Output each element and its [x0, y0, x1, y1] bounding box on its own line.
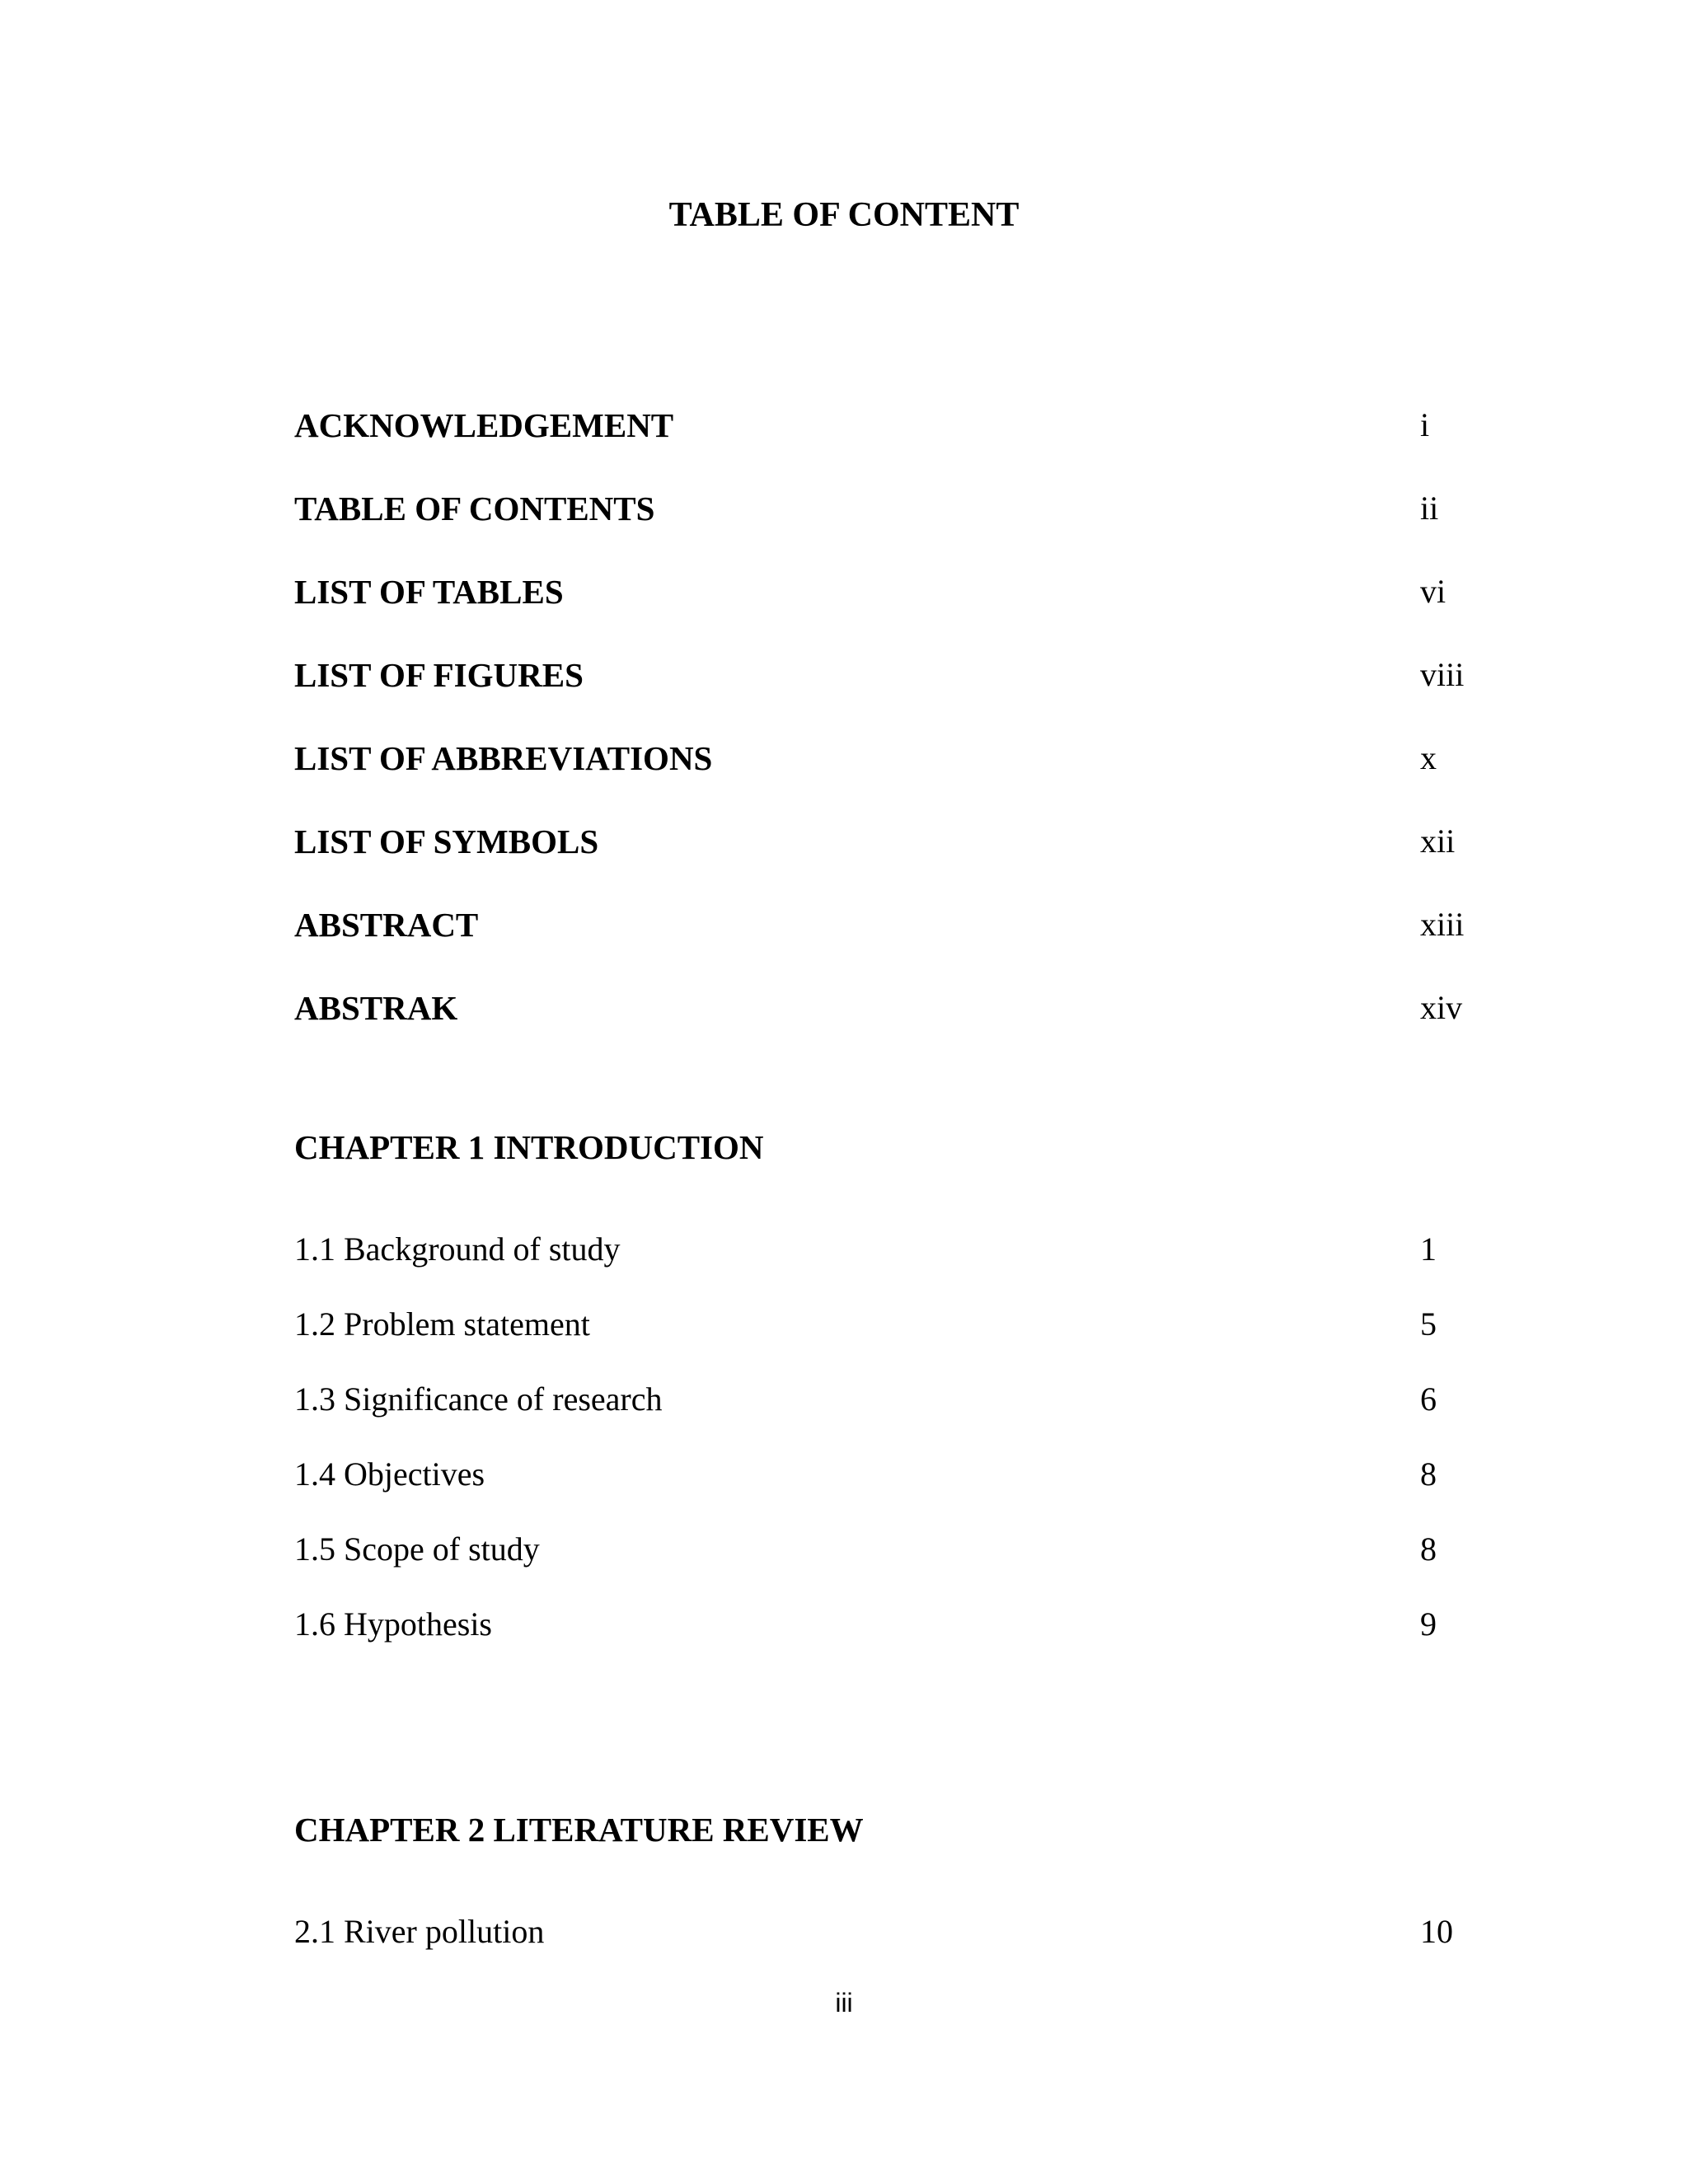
toc-entry-label: TABLE OF CONTENTS	[294, 490, 655, 527]
toc-entry-page: ii	[1420, 490, 1439, 527]
toc-chapter-2-heading	[0, 1805, 1688, 1854]
toc-section-label: 1.4 Objectives	[294, 1455, 485, 1493]
toc-entry-page: i	[1420, 406, 1430, 443]
toc-entry-list-of-tables	[0, 567, 1688, 616]
chapter-heading: CHAPTER 2 LITERATURE REVIEW	[294, 1811, 864, 1849]
toc-section-1-4	[0, 1450, 1688, 1499]
toc-chapter-1-heading	[0, 1122, 1688, 1172]
toc-section-label: 1.3 Significance of research	[294, 1380, 663, 1418]
toc-section-1-5	[0, 1525, 1688, 1574]
toc-section-label: 1.2 Problem statement	[294, 1305, 590, 1343]
toc-section-page: 1	[1420, 1230, 1437, 1268]
toc-entry-table-of-contents	[0, 484, 1688, 533]
toc-entry-abstrak	[0, 983, 1688, 1033]
toc-section-page: 8	[1420, 1530, 1437, 1568]
page-number: iii	[835, 1988, 853, 2018]
toc-entry-page: xii	[1420, 823, 1456, 860]
toc-entry-label: ABSTRACT	[294, 906, 479, 944]
toc-section-1-1	[0, 1225, 1688, 1274]
toc-entry-list-of-abbreviations	[0, 733, 1688, 783]
chapter-heading: CHAPTER 1 INTRODUCTION	[294, 1128, 764, 1166]
toc-entry-label: LIST OF TABLES	[294, 573, 564, 611]
page-title: TABLE OF CONTENT	[668, 196, 1020, 234]
toc-entry-label: LIST OF SYMBOLS	[294, 823, 599, 860]
toc-entry-list-of-symbols	[0, 817, 1688, 866]
toc-entry-page: viii	[1420, 656, 1465, 693]
toc-section-label: 1.6 Hypothesis	[294, 1605, 492, 1643]
toc-section-page: 6	[1420, 1380, 1437, 1418]
toc-entry-label: ABSTRAK	[294, 989, 458, 1027]
toc-entry-acknowledgement	[0, 401, 1688, 450]
toc-entry-page: vi	[1420, 573, 1447, 610]
toc-section-1-3	[0, 1375, 1688, 1424]
toc-section-1-2	[0, 1300, 1688, 1349]
toc-entry-page: xiv	[1420, 989, 1463, 1026]
toc-section-label: 1.5 Scope of study	[294, 1530, 540, 1568]
toc-section-2-1	[0, 1907, 1688, 1957]
toc-entry-label: ACKNOWLEDGEMENT	[294, 406, 674, 444]
toc-entry-label: LIST OF FIGURES	[294, 656, 584, 694]
toc-section-page: 9	[1420, 1605, 1437, 1643]
toc-entry-abstract	[0, 900, 1688, 949]
toc-section-page: 10	[1420, 1913, 1453, 1950]
toc-section-1-6	[0, 1600, 1688, 1649]
toc-section-page: 8	[1420, 1455, 1437, 1493]
toc-entry-label: LIST OF ABBREVIATIONS	[294, 739, 713, 777]
toc-entry-page: x	[1420, 739, 1437, 776]
toc-section-label: 2.1 River pollution	[294, 1913, 545, 1950]
toc-section-page: 5	[1420, 1305, 1437, 1343]
toc-entry-list-of-figures	[0, 650, 1688, 700]
toc-section-label: 1.1 Background of study	[294, 1230, 621, 1268]
toc-entry-page: xiii	[1420, 906, 1465, 943]
